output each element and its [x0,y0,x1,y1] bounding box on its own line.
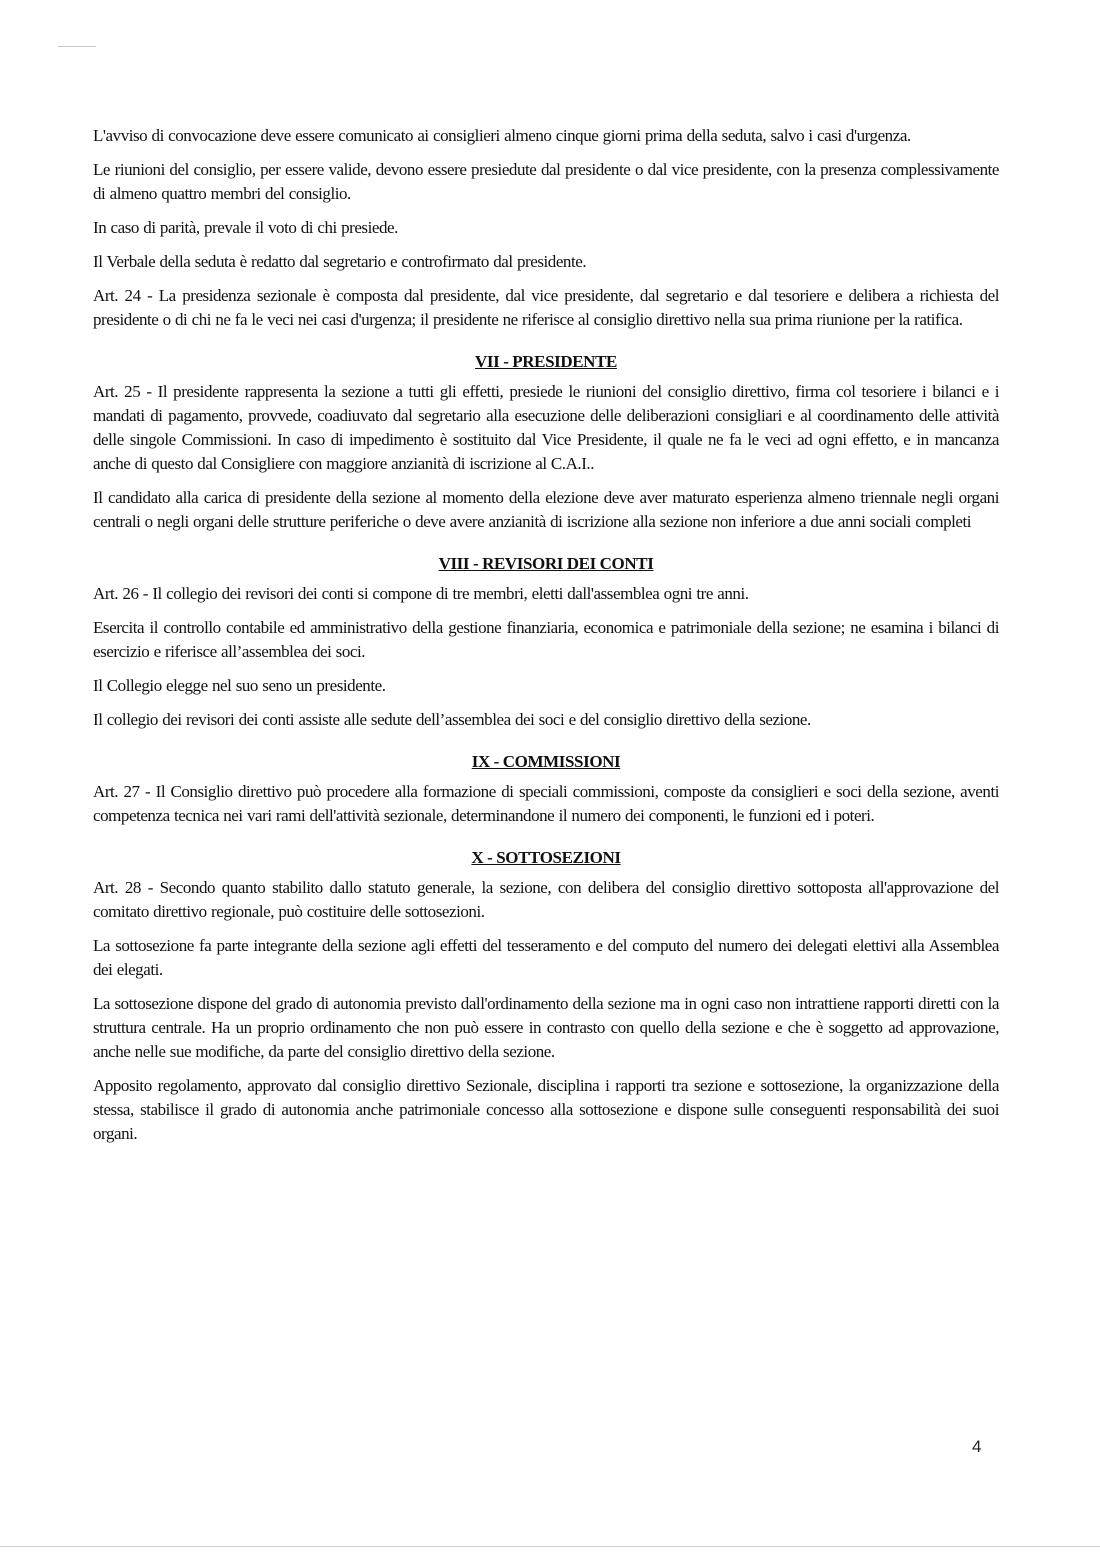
paragraph-meeting-validity: Le riunioni del consiglio, per essere valide, devono essere presiedute dal presidente o dal vice presidente, con la presenza complessivamente di almeno quattro membri del consiglio. [93,160,999,203]
section-heading-revisori: VIII - REVISORI DEI CONTI [438,554,654,573]
section-heading-presidente: VII - PRESIDENTE [475,352,617,371]
document-body [93,124,999,1156]
paragraph-subsection-autonomy: La sottosezione dispone del grado di autonomia previsto dall'ordinamento della sezione ma in ogni caso non intrattiene rapporti diretti con la struttura centrale. Ha un proprio ordinamento che non può essere in contrasto con quello della sezione e che è soggetto ad approvazione, anche nelle sue modifiche, da parte del consiglio direttivo della sezione. [93,994,999,1061]
paragraph-president-candidate: Il candidato alla carica di presidente della sezione al momento della elezione deve aver maturato esperienza almeno triennale negli organi centrali o negli organi delle strutture periferiche o deve avere anzianità di iscrizione alla sezione non inferiore a due anni sociali completi [93,488,999,531]
section-heading-commissioni: IX - COMMISSIONI [471,752,621,771]
scan-bottom-edge [0,1546,1100,1547]
paragraph-convocation-notice: L'avviso di convocazione deve essere comunicato ai consiglieri almeno cinque giorni prima della seduta, salvo i casi d'urgenza. [93,126,911,145]
paragraph-college-attendance: Il collegio dei revisori dei conti assiste alle sedute dell’assemblea dei soci e del consiglio direttivo della sezione. [93,710,811,729]
paragraph-subsection-regulation: Apposito regolamento, approvato dal consiglio direttivo Sezionale, disciplina i rapporti tra sezione e sottosezione, la organizzazione della stessa, stabilisce il grado di autonomia anche patrimoniale concesso alla sottosezione e dispone sulle conseguenti responsabilità dei suoi organi. [93,1076,999,1143]
paragraph-tie-vote: In caso di parità, prevale il voto di chi presiede. [93,218,398,237]
paragraph-art-27: Art. 27 - Il Consiglio direttivo può procedere alla formazione di speciali commissioni, composte da consiglieri e soci della sezione, aventi competenza tecnica nei vari rami dell'attività sezionale, determinandone il numero dei componenti, le funzioni ed i poteri. [93,782,999,825]
paragraph-college-president: Il Collegio elegge nel suo seno un presidente. [93,676,386,695]
paragraph-accounting-control: Esercita il controllo contabile ed amministrativo della gestione finanziaria, economica e patrimoniale della sezione; ne esamina i bilanci di esercizio e riferisce all’assemblea dei soci. [93,618,999,661]
paragraph-art-26: Art. 26 - Il collegio dei revisori dei conti si compone di tre membri, eletti dall'assemblea ogni tre anni. [93,584,749,603]
page-number: 4 [972,1437,982,1456]
paragraph-minutes: Il Verbale della seduta è redatto dal segretario e controfirmato dal presidente. [93,252,587,271]
paragraph-art-25: Art. 25 - Il presidente rappresenta la sezione a tutti gli effetti, presiede le riunioni del consiglio direttivo, firma col tesoriere i bilanci e i mandati di pagamento, provvede, coadiuvato dal segretario alla esecuzione delle deliberazioni consigliari e al coordinamento delle attività delle singole Commissioni. In caso di impedimento è sostituito dal Vice Presidente, il quale ne fa le veci ad ogni effetto, e in mancanza anche di questo dal Consigliere con maggiore anzianità di iscrizione al C.A.I.. [93,382,999,473]
paragraph-art-28: Art. 28 - Secondo quanto stabilito dallo statuto generale, la sezione, con delibera del consiglio direttivo sottoposta all'approvazione del comitato direttivo regionale, può costituire delle sottosezioni. [93,878,999,921]
paragraph-subsection-membership: La sottosezione fa parte integrante della sezione agli effetti del tesseramento e del computo del numero dei delegati elettivi alla Assemblea dei elegati. [93,936,999,979]
section-heading-sottosezioni: X - SOTTOSEZIONI [471,848,621,867]
scan-mark [58,46,96,47]
paragraph-art-24: Art. 24 - La presidenza sezionale è composta dal presidente, dal vice presidente, dal segretario e dal tesoriere e delibera a richiesta del presidente o di chi ne fa le veci nei casi d'urgenza; il presidente ne riferisce al consiglio direttivo nella sua prima riunione per la ratifica. [93,286,999,329]
